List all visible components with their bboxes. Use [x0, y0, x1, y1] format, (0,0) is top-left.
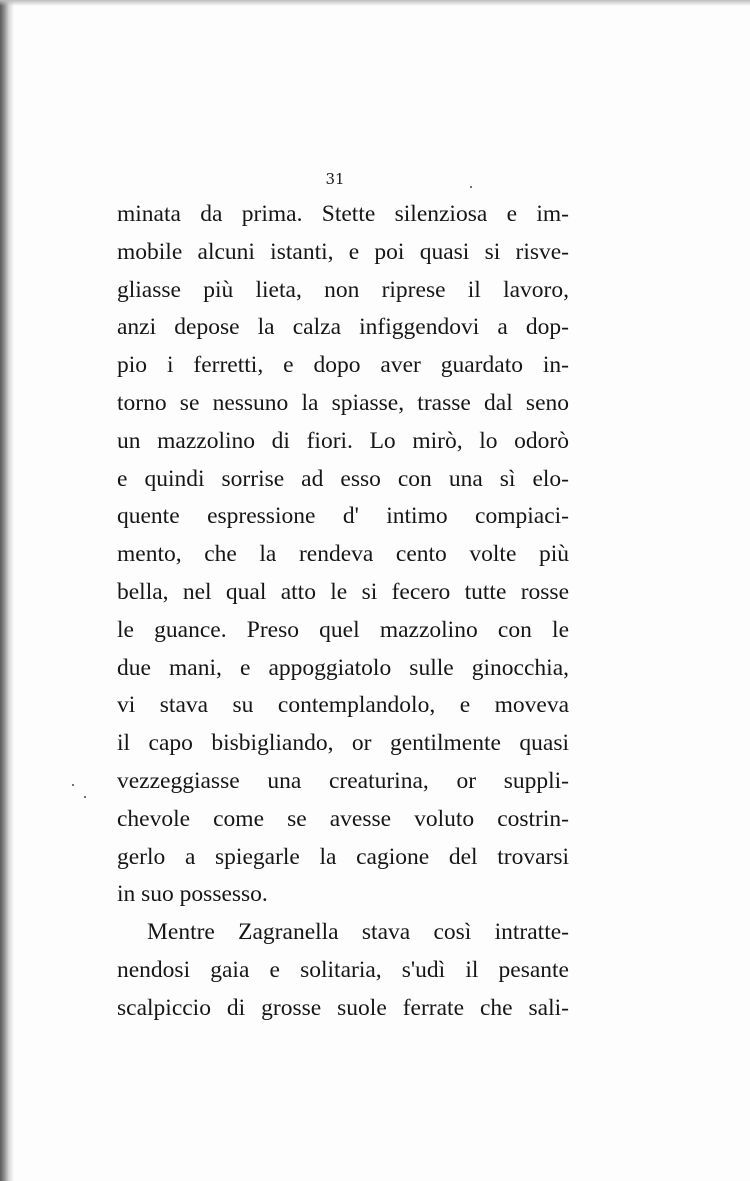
text-line: vezzeggiasse una creaturina, or suppli- [117, 767, 569, 794]
text-line: un mazzolino di fiori. Lo mirò, lo odorò [117, 427, 569, 454]
text-line: minata da prima. Stette silenziosa e im- [117, 201, 569, 227]
text-line-paragraph-start: Mentre Zagranella stava così intratte- [147, 919, 569, 946]
text-line-paragraph-end: in suo possesso. [117, 881, 268, 908]
text-line: il capo bisbigliando, or gentilmente quasi [117, 730, 569, 757]
text-line: gerlo a spiegarle la cagione del trovarsi [117, 843, 569, 870]
text-line: le guance. Preso quel mazzolino con le [117, 616, 569, 643]
scan-speck [84, 796, 86, 798]
text-line: pio i ferretti, e dopo aver guardato in- [117, 352, 569, 379]
text-line: mobile alcuni istanti, e poi quasi si risve- [117, 238, 569, 265]
scan-speck [470, 186, 472, 188]
page-number: 31 [325, 170, 345, 188]
text-line: mento, che la rendeva cento volte più [117, 541, 569, 568]
text-line: anzi depose la calza infiggendovi a dop- [117, 314, 569, 341]
text-line: scalpiccio di grosse suole ferrate che sali- [117, 994, 569, 1021]
text-line: torno se nessuno la spiasse, trasse dal seno [117, 389, 569, 416]
text-line: quente espressione d' intimo compiaci- [117, 503, 569, 530]
text-line: bella, nel qual atto le si fecero tutte rosse [117, 578, 569, 605]
text-line: nendosi gaia e solitaria, s'udì il pesante [117, 956, 569, 983]
text-line: chevole come se avesse voluto costrin- [117, 805, 569, 832]
text-line: due mani, e appoggiatolo sulle ginocchia, [117, 654, 569, 681]
scan-speck [72, 784, 74, 786]
body-text [117, 196, 569, 1028]
text-line: gliasse più lieta, non riprese il lavoro, [117, 276, 569, 303]
text-line: e quindi sorrise ad esso con una sì elo- [117, 465, 569, 492]
text-line: vi stava su contemplandolo, e moveva [117, 692, 569, 719]
page-top-edge [0, 0, 750, 6]
